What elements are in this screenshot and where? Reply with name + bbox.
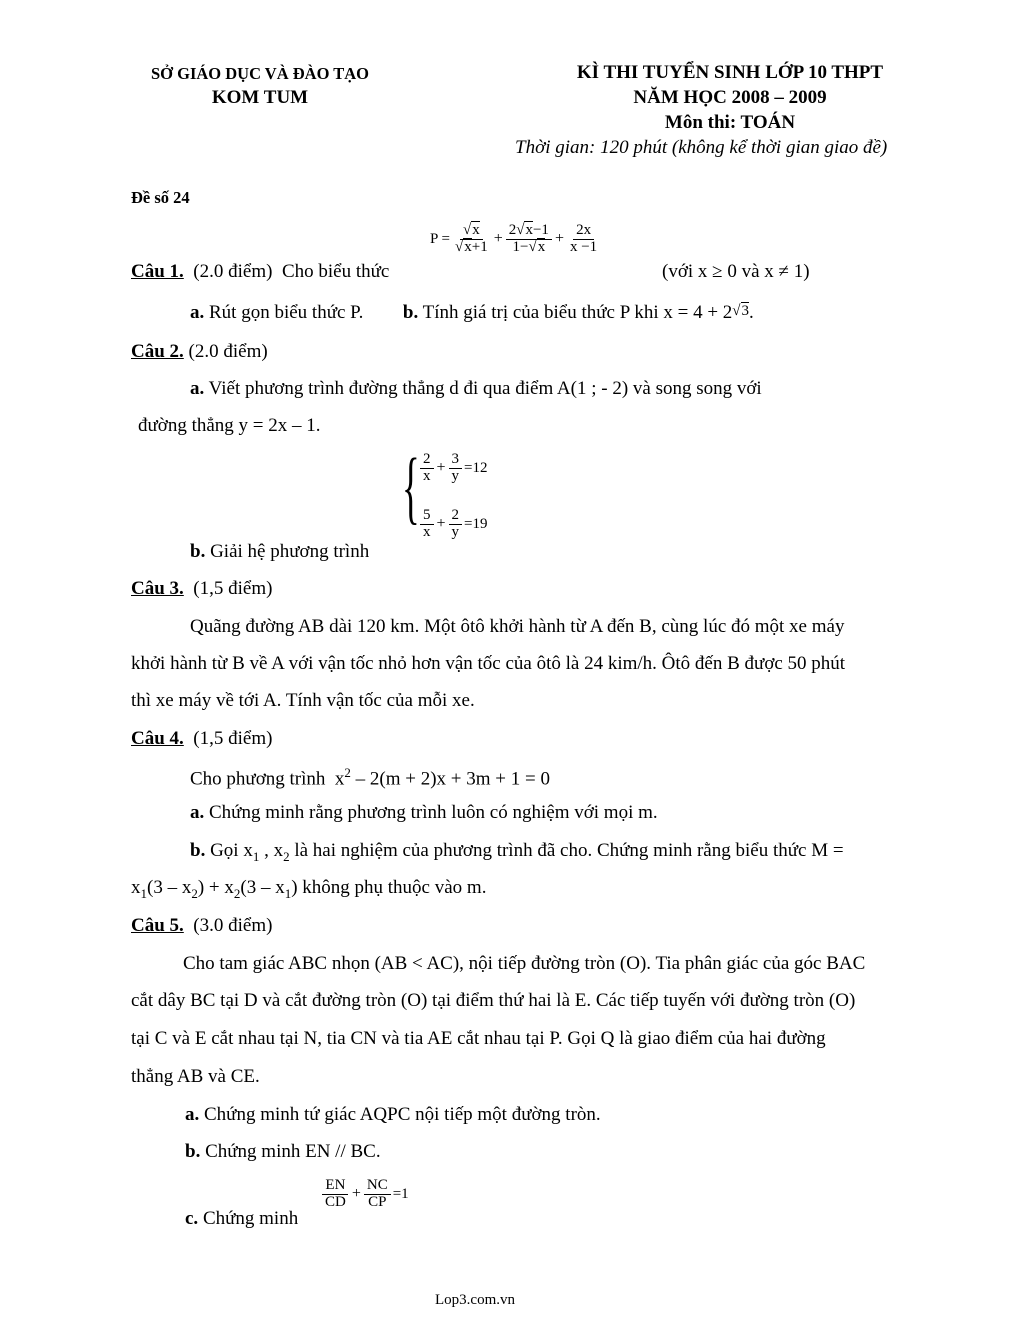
q1-heading bbox=[131, 261, 389, 283]
q4-heading bbox=[131, 728, 272, 750]
department-name: SỞ GIÁO DỤC VÀ ĐÀO TẠO bbox=[150, 64, 370, 83]
q5-line-3: tại C và E cắt nhau tại N, tia CN và tia AE cắt nhau tại P. Gọi Q là giao điểm của hai đường bbox=[131, 1028, 826, 1049]
system-eq-2: $\frac{5}{x}$ + $\frac{2}{y}$ =19 bbox=[418, 508, 488, 541]
q5-points: (3.0 điểm) bbox=[193, 915, 273, 936]
q1-intro: Cho biểu thức bbox=[281, 261, 390, 282]
q5-line-4: thẳng AB và CE. bbox=[131, 1066, 260, 1087]
q1-parts: a. Rút gọn biểu thức P. b. Tính giá trị của biểu thức P khi x = 4 + 2√3. bbox=[190, 302, 754, 323]
q1-formula-lhs: P = bbox=[430, 230, 450, 247]
q1-fraction-2: $\frac{2√x-1}{1-√x}$ bbox=[506, 223, 552, 256]
q2-label: Câu 2. bbox=[131, 341, 184, 362]
q4-points: (1,5 điểm) bbox=[193, 728, 273, 749]
q5-b: b. Chứng minh EN // BC. bbox=[185, 1141, 381, 1162]
q4-a: a. Chứng minh rằng phương trình luôn có nghiệm với mọi m. bbox=[190, 802, 658, 823]
q1-formula: P = $\frac{√x}{√x+1}$ + $\frac{2√x-1}{1-√x}$ + $\frac{2x}{x -1}$ bbox=[430, 223, 602, 256]
footer-source: Lop3.com.vn bbox=[435, 1292, 515, 1308]
q5-label: Câu 5. bbox=[131, 915, 184, 936]
q3-label: Câu 3. bbox=[131, 578, 184, 599]
q5-line-1: Cho tam giác ABC nhọn (AB < AC), nội tiếp đường tròn (O). Tia phân giác của góc BAC bbox=[183, 953, 866, 974]
q3-line-3: thì xe máy về tới A. Tính vận tốc của mỗi xe. bbox=[131, 690, 475, 711]
system-brace: { bbox=[402, 441, 420, 532]
q2-a-line2: đường thẳng y = 2x – 1. bbox=[138, 415, 321, 436]
q4-label: Câu 4. bbox=[131, 728, 184, 749]
school-year: NĂM HỌC 2008 – 2009 bbox=[633, 87, 827, 108]
q3-line-2: khởi hành từ B về A với vận tốc nhỏ hơn vận tốc của ôtô là 24 kim/h. Ôtô đến B được 50 phút bbox=[131, 653, 846, 674]
q1-label: Câu 1. bbox=[131, 261, 184, 282]
q2-points: (2.0 điểm) bbox=[188, 341, 268, 362]
province-name: KOM TUM bbox=[211, 87, 309, 108]
q1-condition: (với x ≥ 0 và x ≠ 1) bbox=[662, 261, 810, 282]
q3-heading bbox=[131, 578, 272, 600]
q3-points: (1,5 điểm) bbox=[193, 578, 273, 599]
q3-line-1: Quãng đường AB dài 120 km. Một ôtô khởi hành từ A đến B, cùng lúc đó một xe máy bbox=[190, 616, 845, 637]
q5-a: a. Chứng minh tứ giác AQPC nội tiếp một đường tròn. bbox=[185, 1104, 601, 1125]
q5-heading bbox=[131, 915, 272, 937]
q4-equation: Cho phương trình $x^2 - 2(m + 2)x + 3m + 1 = 0$ bbox=[190, 765, 550, 790]
q5-line-2: cắt dây BC tại D và cắt đường tròn (O) tại điểm thứ hai là E. Các tiếp tuyến với đường tròn (O) bbox=[131, 990, 856, 1011]
q4-b-line2: $x_1(3 - x_2) + x_2(3 - x_1)$ không phụ thuộc vào m. bbox=[131, 877, 487, 901]
q4-b-line1: b. Gọi $x_1$ , $x_2$ là hai nghiệm của phương trình đã cho. Chứng minh rằng biểu thức M = bbox=[190, 840, 844, 864]
subject: Môn thi: TOÁN bbox=[664, 112, 796, 133]
q1-points: (2.0 điểm) bbox=[193, 261, 273, 282]
q1-fraction-3: $\frac{2x}{x -1}$ bbox=[569, 222, 598, 255]
q2-a-line1: a. Viết phương trình đường thẳng d đi qua điểm A(1 ; - 2) và song song với bbox=[190, 378, 762, 399]
q2-heading bbox=[131, 341, 268, 363]
q5-c: c. Chứng minh bbox=[185, 1208, 299, 1229]
q5-c-formula: $\frac{EN}{CD}$ + $\frac{NC}{CP}$ =1 bbox=[320, 1178, 409, 1211]
q1-fraction-1: $\frac{√x}{√x+1}$ bbox=[455, 222, 488, 255]
exam-title: KÌ THI TUYỂN SINH LỚP 10 THPT bbox=[576, 62, 884, 83]
time-note: Thời gian: 120 phút (không kể thời gian giao đề) bbox=[515, 137, 888, 158]
system-eq-1: $\frac{2}{x}$ + $\frac{3}{y}$ =12 bbox=[418, 452, 488, 485]
exam-number: Đề số 24 bbox=[131, 188, 190, 207]
q2-b: b. Giải hệ phương trình bbox=[190, 541, 370, 562]
